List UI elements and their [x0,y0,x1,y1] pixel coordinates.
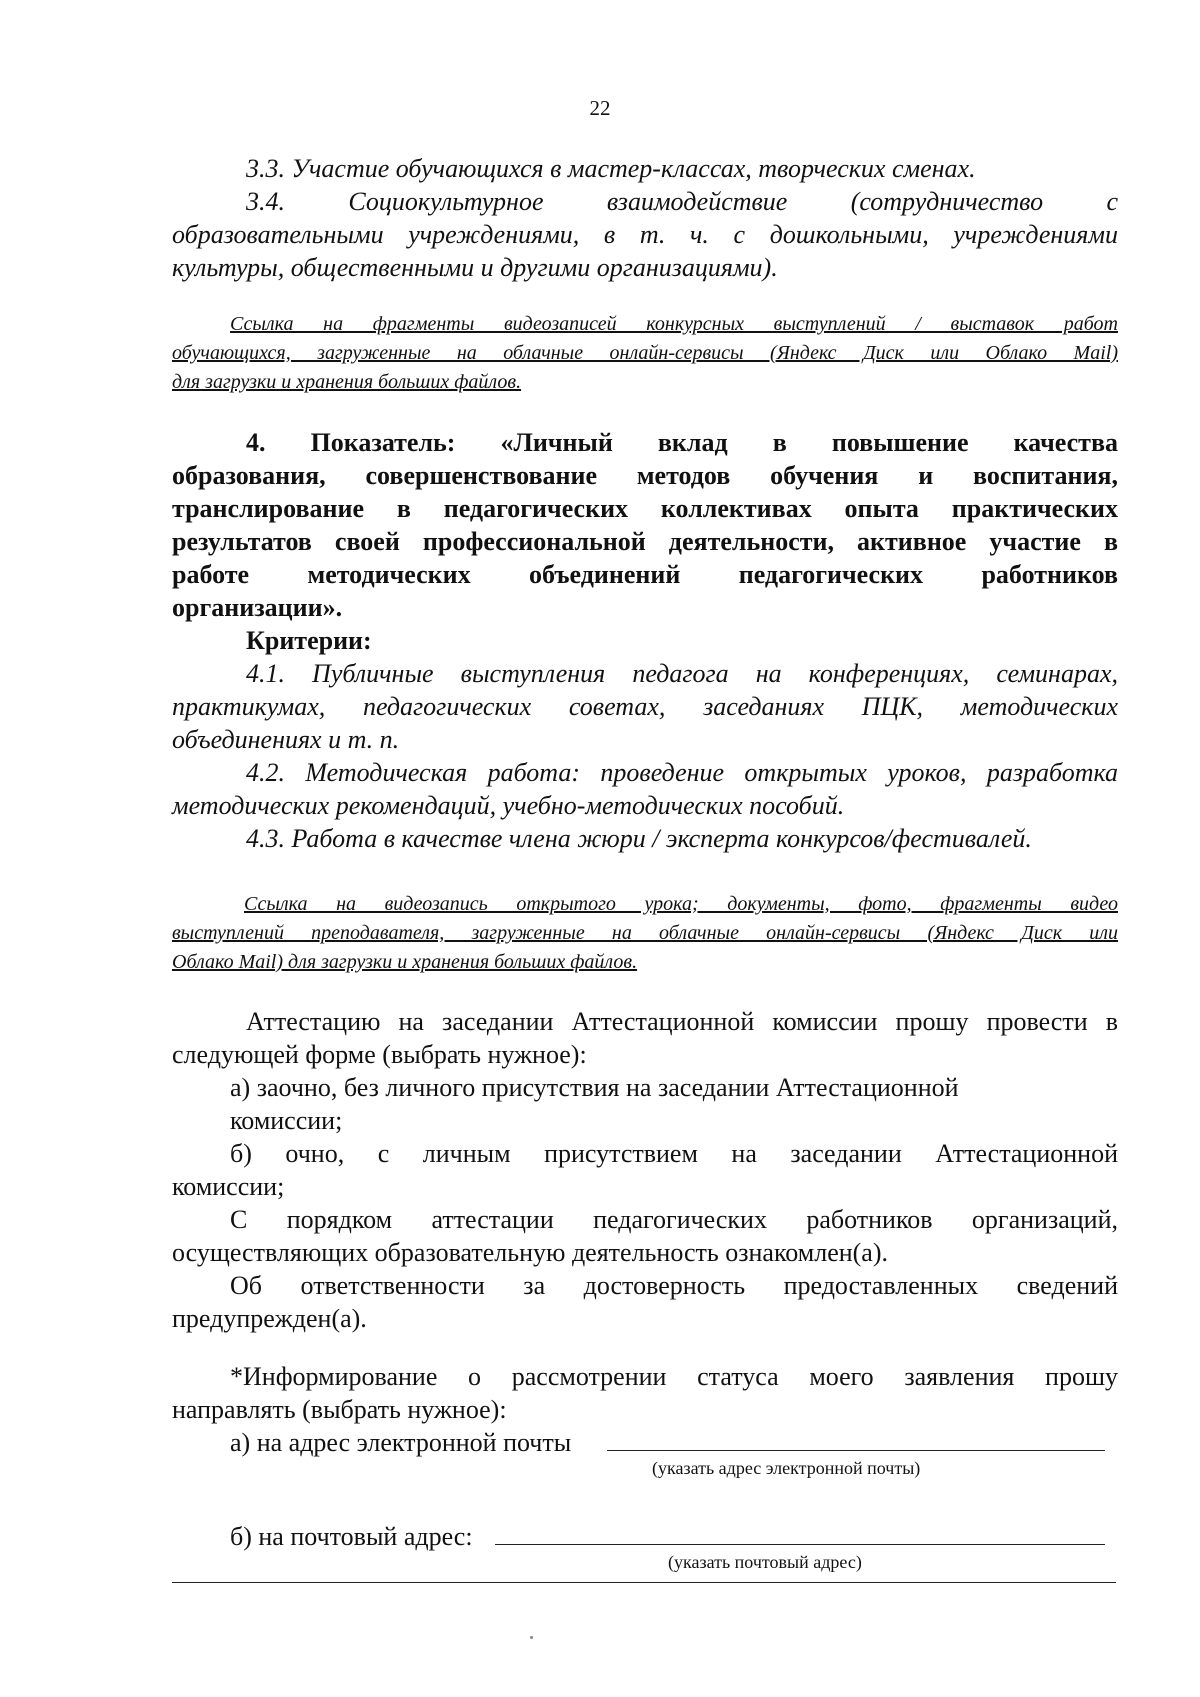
section-4-heading-line2: образования, совершенствование методов обучения и воспитания, [172,461,1118,490]
link-note-1-line1: Ссылка на фрагменты видеозаписей конкурсных выступлений / выставок работ [230,313,1118,335]
order-line2: осуществляющих образовательную деятельность ознакомлен(а). [172,1238,889,1267]
postal-label: б) на почтовый адрес: [230,1522,473,1551]
responsibility-line1: Об ответственности за достоверность предоставленных сведений [230,1271,1118,1300]
responsibility-line2: предупрежден(а). [172,1304,367,1333]
link-note-1-line3: для загрузки и хранения больших файлов. [172,371,522,393]
item-3-4-line3: культуры, общественными и другими организациями). [172,253,778,282]
attestation-intro-line2: следующей форме (выбрать нужное): [172,1040,587,1069]
section-4-heading-line1: 4. Показатель: «Личный вклад в повышение качества [246,428,1118,457]
item-4-1-line3: объединениях и т. п. [172,725,400,754]
item-3-4-line1: 3.4. Социокультурное взаимодействие (сотрудничество с [246,187,1118,216]
option-b-line1: б) очно, с личным присутствием на заседании Аттестационной [230,1139,1118,1168]
item-4-1-line1: 4.1. Публичные выступления педагога на конференциях, семинарах, [246,659,1118,688]
order-line1: С порядком аттестации педагогических работников организаций, [230,1205,1118,1234]
link-note-1-line2: обучающихся, загруженные на облачные онлайн-сервисы (Яндекс Диск или Облако Mail) [172,342,1118,364]
section-4-heading-line4: результатов своей профессиональной деятельности, активное участие в [172,527,1118,556]
section-4-heading-line6: организации». [172,593,343,622]
item-4-2-line1: 4.2. Методическая работа: проведение открытых уроков, разработка [246,758,1118,787]
item-4-2-line2: методических рекомендаций, учебно-методических пособий. [172,791,845,820]
notify-intro-line1: *Информирование о рассмотрении статуса моего заявления прошу [230,1362,1118,1391]
notify-intro-line2: направлять (выбрать нужное): [172,1395,507,1424]
attestation-intro-line1: Аттестацию на заседании Аттестационной комиссии прошу провести в [246,1007,1118,1036]
item-3-3: 3.3. Участие обучающихся в мастер-классах, творческих сменах. [246,154,976,183]
item-3-4-line2: образовательными учреждениями, в т. ч. с дошкольными, учреждениями [172,220,1118,249]
section-4-heading-line3: транслирование в педагогических коллективах опыта практических [172,494,1118,523]
option-a-line2: комиссии; [230,1106,343,1135]
page-number: 22 [589,96,611,120]
section-4-heading-line5: работе методических объединений педагогических работников [172,560,1118,589]
postal-input-line-2[interactable] [172,1582,1116,1583]
scan-speck [530,1636,533,1639]
postal-caption: (указать почтовый адрес) [668,1552,862,1572]
link-note-2-line2: выступлений преподавателя, загруженные на облачные онлайн-сервисы (Яндекс Диск или [172,922,1118,944]
email-input-line[interactable] [607,1450,1105,1451]
postal-input-line[interactable] [495,1544,1105,1545]
link-note-2-line1: Ссылка на видеозапись открытого урока; документы, фото, фрагменты видео [244,893,1118,915]
option-a-line1: а) заочно, без личного присутствия на заседании Аттестационной [230,1073,959,1102]
email-label: а) на адрес электронной почты [230,1428,572,1457]
link-note-2-line3: Облако Mail) для загрузки и хранения больших файлов. [172,951,638,973]
option-b-line2: комиссии; [172,1172,285,1201]
criteria-label: Критерии: [246,626,372,655]
item-4-3: 4.3. Работа в качестве члена жюри / эксперта конкурсов/фестивалей. [246,824,1032,853]
email-caption: (указать адрес электронной почты) [652,1458,921,1478]
item-4-1-line2: практикумах, педагогических советах, заседаниях ПЦК, методических [172,692,1118,721]
